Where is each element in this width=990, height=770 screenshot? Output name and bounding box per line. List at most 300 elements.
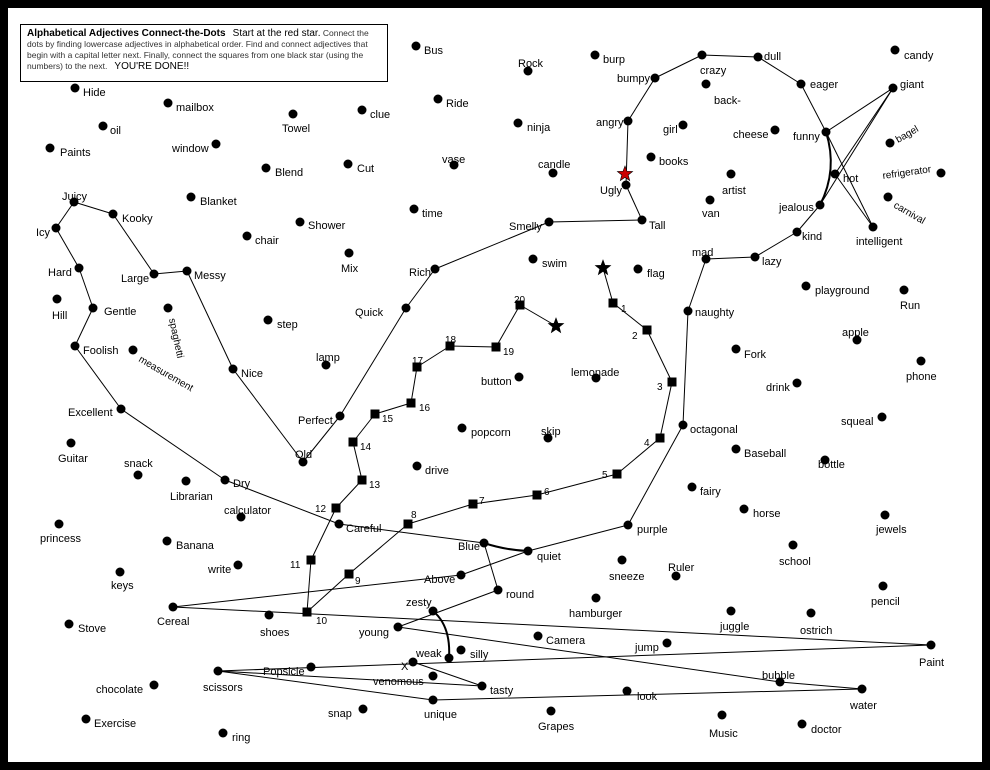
dot-label-artist: artist — [722, 185, 746, 197]
dot-label-banana: Banana — [176, 540, 214, 552]
dot-hide[interactable] — [71, 84, 80, 93]
dot-crazy[interactable] — [698, 51, 707, 60]
dot-towel[interactable] — [289, 110, 298, 119]
connect-line — [340, 308, 406, 416]
square-path-line — [613, 303, 647, 330]
dot-label-princess: princess — [40, 533, 81, 545]
dot-funny[interactable] — [822, 128, 831, 137]
dot-blanket[interactable] — [187, 193, 196, 202]
square-path-line — [496, 305, 520, 347]
dot-popsicle[interactable] — [307, 663, 316, 672]
dot-label-music: Music — [709, 728, 738, 740]
dot-label-old: Old — [295, 449, 313, 461]
dot-label-naughty: naughty — [695, 307, 735, 319]
dot-ostrich[interactable] — [807, 609, 816, 618]
connect-line — [56, 202, 74, 228]
dot-silly[interactable] — [457, 646, 466, 655]
connect-line — [528, 525, 628, 551]
square-path-line — [411, 367, 417, 403]
dot-label-young: young — [359, 627, 389, 639]
connect-line — [549, 220, 642, 222]
dot-paints[interactable] — [46, 144, 55, 153]
dot-drive[interactable] — [413, 462, 422, 471]
connect-line — [398, 627, 780, 682]
square-number-6: 6 — [544, 487, 550, 498]
dot-label-hide: Hide — [83, 87, 106, 99]
dot-label-grapes: Grapes — [538, 721, 575, 733]
dot-blue[interactable] — [480, 539, 489, 548]
dot-messy[interactable] — [183, 267, 192, 276]
square-9[interactable] — [345, 570, 354, 579]
dot-guitar[interactable] — [67, 439, 76, 448]
dot-label-chocolate: chocolate — [96, 684, 144, 696]
dot-intelligent[interactable] — [869, 223, 878, 232]
square-number-10: 10 — [316, 616, 328, 627]
dot-shoes[interactable] — [265, 611, 274, 620]
dot-label-unique: unique — [424, 709, 458, 721]
square-13[interactable] — [358, 476, 367, 485]
dot-label-nice: Nice — [241, 368, 264, 380]
dot-carnival[interactable] — [884, 193, 893, 202]
dot-horse[interactable] — [740, 505, 749, 514]
dot-fairy[interactable] — [688, 483, 697, 492]
dot-van[interactable] — [706, 196, 715, 205]
dot-refrigerator[interactable] — [937, 169, 946, 178]
dot-cereal[interactable] — [169, 603, 178, 612]
dot-label-camera: Camera — [546, 635, 586, 647]
dot-octagonal[interactable] — [679, 421, 688, 430]
dot-bus[interactable] — [412, 42, 421, 51]
dot-careful[interactable] — [335, 520, 344, 529]
square-number-8: 8 — [411, 510, 417, 521]
dot-label-guitar: Guitar — [58, 453, 88, 465]
square-12[interactable] — [332, 504, 341, 513]
dot-label-lemonade: lemonade — [571, 367, 620, 379]
dot-label-time: time — [422, 208, 443, 220]
dot-label-baseball: Baseball — [744, 448, 787, 460]
dot-oil[interactable] — [99, 122, 108, 131]
dot-venomous[interactable] — [429, 672, 438, 681]
connect-line — [218, 671, 482, 686]
dot-label-candle: candle — [538, 159, 571, 171]
square-path-line — [375, 403, 411, 414]
square-15[interactable] — [371, 410, 380, 419]
dot-clue[interactable] — [358, 106, 367, 115]
dot-label-messy: Messy — [194, 270, 226, 282]
dot-fork[interactable] — [732, 345, 741, 354]
square-3[interactable] — [668, 378, 677, 387]
dot-large[interactable] — [150, 270, 159, 279]
dot-bumpy[interactable] — [651, 74, 660, 83]
dot-label-rock: Rock — [518, 58, 544, 70]
dot-shower[interactable] — [296, 218, 305, 227]
square-2[interactable] — [643, 326, 652, 335]
dot-chair[interactable] — [243, 232, 252, 241]
dot-label-look: look — [637, 691, 658, 703]
dot-foolish[interactable] — [71, 342, 80, 351]
dot-tasty[interactable] — [478, 682, 487, 691]
dot-jewels[interactable] — [881, 511, 890, 520]
dot-label-calculator: calculator — [224, 505, 272, 517]
dot-purple[interactable] — [624, 521, 633, 530]
connect-line — [154, 271, 187, 274]
dot-cheese[interactable] — [771, 126, 780, 135]
dot-rich[interactable] — [431, 265, 440, 274]
dot-label-spaghetti: spaghetti — [166, 317, 186, 360]
dot-label-perfect: Perfect — [298, 415, 333, 427]
dot-bagel[interactable] — [886, 139, 895, 148]
dot-camera[interactable] — [534, 632, 543, 641]
dot-label-horse: horse — [753, 508, 781, 520]
connect-line — [688, 259, 706, 311]
square-path-line — [311, 508, 336, 560]
square-number-20: 20 — [514, 295, 526, 306]
dot-young[interactable] — [394, 623, 403, 632]
dot-baseball[interactable] — [732, 445, 741, 454]
square-10[interactable] — [303, 608, 312, 617]
square-path-line — [307, 574, 349, 612]
square-number-5: 5 — [602, 470, 608, 481]
dot-label-ride: Ride — [446, 98, 469, 110]
square-number-17: 17 — [412, 356, 424, 367]
square-4[interactable] — [656, 434, 665, 443]
connect-line — [826, 88, 893, 132]
dot-quick[interactable] — [402, 304, 411, 313]
dot-ninja[interactable] — [514, 119, 523, 128]
dot-label-write: write — [208, 564, 232, 576]
square-16[interactable] — [407, 399, 416, 408]
square-number-18: 18 — [445, 335, 457, 346]
dot-label-skip: skip — [541, 426, 561, 438]
connect-line — [187, 271, 233, 369]
connect-line — [801, 84, 826, 132]
dot-label-blue: Blue — [458, 541, 481, 553]
dot-measurement[interactable] — [129, 346, 138, 355]
dot-label-popsicle: Popsicle — [263, 666, 305, 678]
dot-candy[interactable] — [891, 46, 900, 55]
dot-label-carnival: carnival — [891, 200, 927, 227]
connect-line — [75, 308, 93, 346]
dot-label-quiet: quiet — [537, 551, 561, 563]
square-5[interactable] — [613, 470, 622, 479]
dot-look[interactable] — [623, 687, 632, 696]
dot-label-zesty: zesty — [406, 597, 432, 609]
dot-gentle[interactable] — [89, 304, 98, 313]
dot-unique[interactable] — [429, 696, 438, 705]
dot-princess[interactable] — [55, 520, 64, 529]
dot-artist[interactable] — [727, 170, 736, 179]
connect-curve — [484, 543, 528, 551]
square-path-line — [603, 268, 613, 303]
dot-music[interactable] — [718, 711, 727, 720]
dot-label-careful: Careful — [346, 523, 382, 535]
dot-pencil[interactable] — [879, 582, 888, 591]
dot-ring[interactable] — [219, 729, 228, 738]
connect-line — [755, 232, 797, 257]
connect-line — [461, 551, 528, 575]
dot-label-jealous: jealous — [779, 202, 814, 214]
dot-label-mix: Mix — [341, 263, 359, 275]
connect-line — [780, 682, 862, 689]
square-number-16: 16 — [419, 403, 431, 414]
dot-librarian[interactable] — [182, 477, 191, 486]
dot-label-hot: hot — [843, 173, 859, 185]
dot-label-hill: Hill — [52, 310, 68, 322]
dot-label-ostrich: ostrich — [800, 625, 833, 637]
dot-spaghetti[interactable] — [164, 304, 173, 313]
connect-line — [820, 88, 893, 205]
dot-burp[interactable] — [591, 51, 600, 60]
square-number-15: 15 — [382, 414, 394, 425]
dot-hamburger[interactable] — [592, 594, 601, 603]
dot-label-fairy: fairy — [700, 486, 721, 498]
start-instruction: Start at the red star. — [232, 28, 321, 39]
dot-label-van: van — [702, 208, 720, 220]
dot-label-phone: phone — [906, 371, 937, 383]
square-path-line — [647, 330, 672, 382]
dot-label-run: Run — [900, 300, 921, 312]
dot-label-tall: Tall — [649, 220, 666, 232]
square-path-line — [450, 346, 496, 347]
dot-label-scissors: scissors — [203, 682, 243, 694]
dot-above[interactable] — [457, 571, 466, 580]
square-number-1: 1 — [621, 304, 627, 315]
dot-label-icy: Icy — [36, 227, 51, 239]
connect-line — [233, 369, 303, 462]
dot-mailbox[interactable] — [164, 99, 173, 108]
dot-angry[interactable] — [624, 117, 633, 126]
dot-label-bubble: bubble — [762, 670, 796, 682]
dot-round[interactable] — [494, 586, 503, 595]
dot-perfect[interactable] — [336, 412, 345, 421]
square-number-2: 2 — [632, 331, 638, 342]
dot-label-weak: weak — [416, 648, 442, 660]
dot-label-squeal: squeal — [841, 416, 874, 428]
dot-label-above: Above — [424, 574, 456, 586]
dot-label-keys: keys — [111, 580, 134, 592]
dot-giant[interactable] — [889, 84, 898, 93]
dot-playground[interactable] — [802, 282, 811, 291]
square-number-3: 3 — [657, 382, 663, 393]
square-number-4: 4 — [644, 438, 650, 449]
dot-time[interactable] — [410, 205, 419, 214]
dot-eager[interactable] — [797, 80, 806, 89]
dot-cut[interactable] — [344, 160, 353, 169]
dot-label-apple: apple — [842, 327, 869, 339]
dot-lazy[interactable] — [751, 253, 760, 262]
dot-label-exercise: Exercise — [94, 718, 137, 730]
dot-ugly[interactable] — [622, 181, 631, 190]
dot-quiet[interactable] — [524, 547, 533, 556]
dot-stove[interactable] — [65, 620, 74, 629]
dot-run[interactable] — [900, 286, 909, 295]
dot-paint[interactable] — [927, 641, 936, 650]
dot-label-funny: funny — [793, 131, 820, 143]
dot-nice[interactable] — [229, 365, 238, 374]
dot-label-back: back- — [714, 95, 741, 107]
dot-keys[interactable] — [116, 568, 125, 577]
dot-blend[interactable] — [262, 164, 271, 173]
dot-label-step: step — [277, 319, 298, 331]
dot-hard[interactable] — [75, 264, 84, 273]
dot-snap[interactable] — [359, 705, 368, 714]
dot-label-jump: jump — [635, 642, 659, 654]
dot-girl[interactable] — [679, 121, 688, 130]
dot-label-sneeze: sneeze — [609, 571, 645, 583]
dot-squeal[interactable] — [878, 413, 887, 422]
dot-scissors[interactable] — [214, 667, 223, 676]
square-number-14: 14 — [360, 442, 372, 453]
square-11[interactable] — [307, 556, 316, 565]
dot-weak[interactable] — [445, 654, 454, 663]
dot-label-drive: drive — [425, 465, 449, 477]
dot-jump[interactable] — [663, 639, 672, 648]
square-7[interactable] — [469, 500, 478, 509]
dot-water[interactable] — [858, 685, 867, 694]
dot-label-paints: Paints — [60, 147, 91, 159]
black-star-icon[interactable] — [548, 318, 563, 333]
dot-flag[interactable] — [634, 265, 643, 274]
dot-label-purple: purple — [637, 524, 668, 536]
dot-label-librarian: Librarian — [170, 491, 213, 503]
dot-exercise[interactable] — [82, 715, 91, 724]
dot-label-bottle: bottle — [818, 459, 845, 471]
square-path-line — [617, 438, 660, 474]
dot-label-vase: vase — [442, 154, 466, 166]
dot-doctor[interactable] — [798, 720, 807, 729]
dot-label-hamburger: hamburger — [569, 608, 623, 620]
dot-jealous[interactable] — [816, 201, 825, 210]
connect-line — [626, 185, 642, 220]
dot-sneeze[interactable] — [618, 556, 627, 565]
dot-chocolate[interactable] — [150, 681, 159, 690]
square-6[interactable] — [533, 491, 542, 500]
square-number-9: 9 — [355, 576, 361, 587]
dot-label-smelly: Smelly — [509, 221, 543, 233]
dot-dry[interactable] — [221, 476, 230, 485]
dot-label-cereal: Cereal — [157, 616, 190, 628]
dot-icy[interactable] — [52, 224, 61, 233]
dot-label-cut: Cut — [357, 163, 375, 175]
dot-label-window: window — [172, 143, 209, 155]
dot-kooky[interactable] — [109, 210, 118, 219]
square-14[interactable] — [349, 438, 358, 447]
dot-x[interactable] — [409, 658, 418, 667]
dot-label-candy: candy — [904, 50, 934, 62]
red-start-star-icon[interactable] — [617, 166, 632, 181]
dot-naughty[interactable] — [684, 307, 693, 316]
done-text: YOU'RE DONE!! — [114, 61, 190, 72]
dot-books[interactable] — [647, 153, 656, 162]
dot-label-chair: chair — [255, 235, 279, 247]
dot-hill[interactable] — [53, 295, 62, 304]
dot-label-flag: flag — [647, 268, 665, 280]
dot-ride[interactable] — [434, 95, 443, 104]
dot-popcorn[interactable] — [458, 424, 467, 433]
dot-label-bumpy: bumpy — [617, 73, 651, 85]
dot-swim[interactable] — [529, 255, 538, 264]
dot-label-girl: girl — [663, 124, 678, 136]
dot-button[interactable] — [515, 373, 524, 382]
dot-kind[interactable] — [793, 228, 802, 237]
dot-label-shoes: shoes — [260, 627, 290, 639]
dot-juggle[interactable] — [727, 607, 736, 616]
dot-label-mad: mad — [692, 247, 714, 259]
dot-label-lamp: lamp — [316, 352, 340, 364]
dot-label-excellent: Excellent — [68, 407, 113, 419]
dot-drink[interactable] — [793, 379, 802, 388]
dot-label-silly: silly — [470, 649, 489, 661]
dot-label-doctor: doctor — [811, 724, 842, 736]
instructions-body: Connect the dots by finding lowercase adjectives in alphabetical order. Find and connect adjectives that begin with a capital letter next. Finally, connect the squares from one black star (using the numbers) to the next. — [27, 28, 369, 71]
dot-step[interactable] — [264, 316, 273, 325]
dot-dull[interactable] — [754, 53, 763, 62]
dot-label-button: button — [481, 376, 512, 388]
dot-grapes[interactable] — [547, 707, 556, 716]
dot-label-oil: oil — [110, 125, 122, 137]
dot-label-venomous: venomous — [373, 676, 424, 688]
square-number-11: 11 — [290, 560, 301, 571]
dot-banana[interactable] — [163, 537, 172, 546]
dot-label-juicy: Juicy — [62, 191, 88, 203]
dot-label-stove: Stove — [78, 623, 107, 635]
dot-window[interactable] — [212, 140, 221, 149]
dot-label-large: Large — [121, 273, 150, 285]
dot-write[interactable] — [234, 561, 243, 570]
dot-label-ring: ring — [232, 732, 251, 744]
connect-line — [56, 228, 79, 268]
dot-label-shower: Shower — [308, 220, 346, 232]
square-19[interactable] — [492, 343, 501, 352]
dot-hot[interactable] — [831, 170, 840, 179]
dot-back[interactable] — [702, 80, 711, 89]
dot-tall[interactable] — [638, 216, 647, 225]
square-1[interactable] — [609, 299, 618, 308]
dot-label-eager: eager — [810, 79, 839, 91]
square-number-19: 19 — [503, 347, 515, 358]
dot-label-kooky: Kooky — [122, 213, 153, 225]
dot-label-juggle: juggle — [720, 621, 750, 633]
dot-label-octagonal: octagonal — [690, 424, 738, 436]
dot-label-hard: Hard — [48, 267, 72, 279]
dot-mix[interactable] — [345, 249, 354, 258]
dot-label-foolish: Foolish — [83, 345, 119, 357]
dot-label-blanket: Blanket — [200, 196, 237, 208]
connect-line — [218, 645, 931, 671]
dot-snack[interactable] — [134, 471, 143, 480]
connect-line — [79, 268, 93, 308]
dot-label-playground: playground — [815, 285, 870, 297]
connect-line — [683, 311, 688, 425]
dot-smelly[interactable] — [545, 218, 554, 227]
dot-label-giant: giant — [900, 79, 924, 91]
dot-phone[interactable] — [917, 357, 926, 366]
black-star-icon[interactable] — [595, 260, 610, 275]
dot-label-drink: drink — [766, 382, 790, 394]
square-number-7: 7 — [479, 496, 485, 507]
dot-label-snack: snack — [124, 458, 153, 470]
dot-label-x: X — [401, 661, 409, 673]
worksheet-title: Alphabetical Adjectives Connect-the-Dots — [27, 28, 226, 39]
dot-label-fork: Fork — [744, 349, 766, 361]
dot-school[interactable] — [789, 541, 798, 550]
dot-excellent[interactable] — [117, 405, 126, 414]
dot-label-water: water — [850, 700, 877, 712]
dot-label-dull: dull — [764, 51, 782, 63]
connect-line — [835, 88, 893, 174]
square-path-line — [408, 504, 473, 524]
dot-label-books: books — [659, 156, 689, 168]
